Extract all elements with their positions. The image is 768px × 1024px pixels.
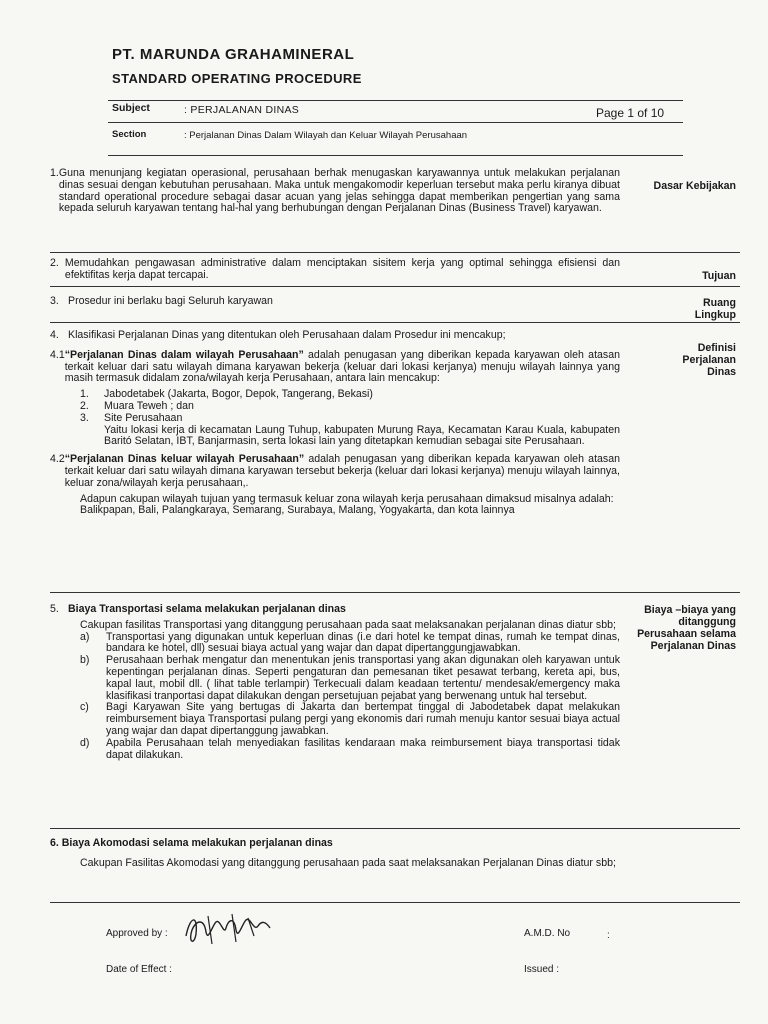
list-item: 2. Muara Teweh ; dan [80,399,194,412]
subject-value: : PERJALANAN DINAS [184,104,300,116]
list [50,389,620,448]
term-bold: “Perjalanan Dinas dalam wilayah Perusahaan” [64,348,304,361]
subsection-number: 4.1 [50,348,65,361]
side-label: Biaya –biaya yang ditanggung Perusahaan selama Perjalanan Dinas [637,604,736,652]
list-item: 1. Jabodetabek (Jakarta, Bogor, Depok, Tangerang, Bekasi) [80,388,373,401]
amd-number-label: A.M.D. No [524,928,571,939]
section-text: Memudahkan pengawasan administrative dalam menciptakan sisitem kerja yang optimal sehingga efisiensi dan efektifitas kerja dapat tercapai. [64,257,620,281]
list-item: d) Apabila Perusahaan telah menyediakan fasilitas kendaraan maka reimbursement biaya transportasi tidak dapat dilakukan. [80,736,620,761]
site-description: Yaitu lokasi kerja di kecamatan Laung Tuhup, kabupaten Murung Raya, Kecamatan Karau Kuala, kabupaten Baritó Selatan, IBT, Banjarmasin, serta lokasi lain yang ditetapkan kemudian sebagai site Perusahaan. [104,423,620,448]
list-item: 3. Site Perusahaan [80,411,183,424]
issued-label: Issued : [524,964,560,975]
list-item: a) Transportasi yang digunakan untuk keperluan dinas (i.e dari hotel ke tempat dinas, rumah ke tempat dinas, bandara ke hotel, dll) sesuai biaya actual yang wajar dan dapat dipertanggungjawabkan. [80,630,620,655]
section-ruang-lingkup [50,294,740,323]
section-biaya-akomodasi [50,838,620,870]
section-number: 3. [50,295,59,307]
amd-colon: : [607,930,610,941]
section-dasar-kebijakan [50,166,740,253]
list-item: b) Perusahaan berhak mengatur dan menentukan jenis transportasi yang akan digunakan oleh karyawan untuk kepentingan perjalanan dinas. Seperti pengaturan dan pemesanan tiket pesawat terbang, kereta api, bus, kapal laut, mobil dll. ( lihat table terlampir) Terkecuali dalam keadaan tertentu/ mendesak/emergency maka klasifikasi tranportasi dapat dilakukan dengan persetujuan pejabat yang berwenang untuk hal tersebut. [80,654,620,702]
document-type: STANDARD OPERATING PROCEDURE [112,71,362,86]
section-number: 4. [50,329,59,341]
date-of-effect-label: Date of Effect : [106,964,172,975]
divider [108,100,683,101]
side-label: Definisi Perjalanan Dinas [682,342,736,378]
section-text: Guna menunjang kegiatan operasional, perusahaan berhak menugaskan karyawannya untuk melakukan perjalanan dinas sesuai dengan kebutuhan perusahaan. Maka untuk mengakomodir keperluan tersebut maka perlu kiranya dibuat standard operational procedure sebagai dasar acuan yang jelas sehingga dapat memberikan pengertian yang sama kepada seluruh karyawan tentang hal-hal yang berhubungan dengan Perjalanan Dinas (Business Travel) karyawan. [58,167,620,215]
list-item: c) Bagi Karyawan Site yang bertugas di Jakarta dan bertempat tinggal di Jabodetabek dapat melakukan reimbursement biaya Transportasi pulang pergi yang ekonomis dari rumah menuju kantor sesuai biaya actual yang wajar dan dapat dipertanggung jawabkan. [80,701,620,737]
section-intro: Klasifikasi Perjalanan Dinas yang ditentukan oleh Perusahaan dalam Prosedur ini mencakup; [68,329,506,341]
signature-image [178,906,278,954]
section-biaya-transportasi [50,602,740,829]
section-intro: Cakupan fasilitas Transportasi yang ditanggung perusahaan pada saat melaksanakan perjalanan dinas diatur sbb; [80,618,616,631]
section-number: 1. [50,167,59,179]
section-intro: Cakupan Fasilitas Akomodasi yang ditanggung perusahaan pada saat melaksanakan Perjalanan Dinas diatur sbb; [80,856,616,869]
section-label: Section [112,129,147,140]
subsection-number: 4.2 [50,453,65,466]
section-number: 5. [50,603,59,615]
side-label: Dasar Kebijakan [653,180,736,192]
term-bold: “Perjalanan Dinas keluar wilayah Perusahaan” [64,453,305,466]
term-definition: adalah penugasan yang diberikan kepada karyawan oleh atasan terkait keluar dari satu wilayah dimana karyawan tersebut bekerja (keluar dari lokasi kerjanya) menuju wilayah lainnya, keluar zona/wilayah kerja perusahaan,. [64,453,621,489]
city-list: Balikpapan, Bali, Palangkaraya, Semarang, Surabaya, Malang, Yogyakarta, dan kota lainnya [80,504,515,517]
divider [108,122,683,123]
side-label: Tujuan [702,270,736,282]
side-label: Ruang Lingkup [694,297,736,321]
section-tujuan [50,256,740,287]
approved-by-label: Approved by : [106,928,168,939]
term-definition: adalah penugasan yang diberikan kepada karyawan oleh atasan terkait keluar dari satu wilayah dimana karyawan bekerja (keluar dari lokasi kerjanya) menuju wilayah lainnya yang masih termasuk didalam zona/wilayah kerja Perusahaan, antara lain mencakup: [64,348,620,385]
section-number: 2. [50,257,59,269]
divider [50,902,740,903]
section-value: : Perjalanan Dinas Dalam Wilayah dan Keluar Wilayah Perusahaan [184,130,468,141]
section-title: Biaya Transportasi selama melakukan perjalanan dinas [68,603,346,615]
section-title: 6. Biaya Akomodasi selama melakukan perjalanan dinas [50,837,333,849]
section-definisi [50,328,740,593]
subject-label: Subject [112,102,150,114]
divider [108,155,683,156]
extra-text: Adapun cakupan wilayah tujuan yang termasuk keluar zona wilayah kerja perusahaan dimaksud misalnya adalah: [80,492,614,505]
page-number: Page 1 of 10 [596,106,665,120]
section-text: Prosedur ini berlaku bagi Seluruh karyawan [68,295,273,307]
company-name: PT. MARUNDA GRAHAMINERAL [112,46,355,63]
